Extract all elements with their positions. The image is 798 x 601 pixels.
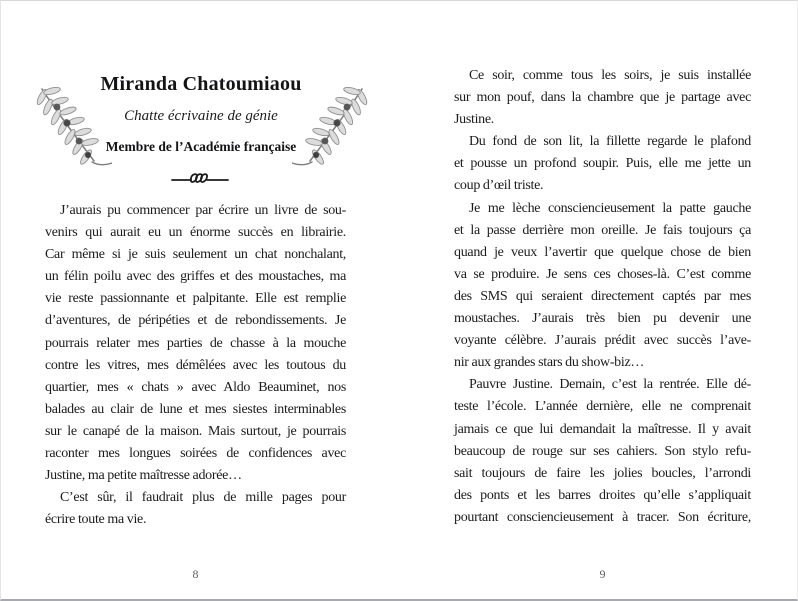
text-line: et pousse un profond soupir. Puis, elle me jette un <box>454 156 751 172</box>
text-line: d’aventures, de péripéties et de rebondissements. Je <box>45 313 346 329</box>
text-line: Pauvre Justine. Demain, c’est la rentrée. Elle dé- <box>469 377 751 393</box>
page-affiliation: Membre de l’Académie française <box>105 139 297 154</box>
text-line: Ce soir, comme tous les soirs, je suis installée <box>469 68 751 83</box>
text-line: J’aurais pu commencer par écrire un livre de sou- <box>60 203 346 218</box>
text-line: pourrais relater mes parties de chasse à la mouche <box>45 335 346 351</box>
text-line: quand je veux l’avertir que quelque chose de bien <box>454 244 751 260</box>
text-line: un félin poilu avec des griffes et des moustaches, ma <box>45 269 346 285</box>
text-line: pourtant consciencieusement à tracer. Son écriture, <box>454 509 751 525</box>
text-line: vie reste passionnante et palpitante. Elle est remplie <box>45 291 346 307</box>
text-line: C’est sûr, il faudrait plus de mille pages pour <box>60 490 346 506</box>
text-line: sait toujours de faire les jolies boucles, l’arrondi <box>454 465 751 481</box>
page-number-left: 8 <box>192 567 199 581</box>
text-line: Car même si je suis seulement un chat nonchalant, <box>45 247 346 263</box>
text-line: et la passe derrière mon oreille. Je fais toujours ça <box>454 222 751 238</box>
text-line: voyante célèbre. J’aurais prédit avec succès l’ave- <box>454 333 751 349</box>
text-line: Justine. <box>454 112 494 128</box>
text-line: moustaches. J’aurais très bien pu devenir une <box>454 311 751 327</box>
right-page <box>400 1 797 599</box>
text-line: Du fond de son lit, la fillette regarde le plafond <box>469 134 751 150</box>
text-line: Je me lèche consciencieusement la patte gauche <box>469 200 751 216</box>
text-line: nir aux grandes stars du show-biz… <box>454 355 645 371</box>
text-line: venirs qui aurait eu un énorme succès en librairie. <box>45 225 346 241</box>
page-number-right: 9 <box>599 567 606 581</box>
text-line: teste l’école. L’année dernière, elle ne comprenait <box>454 399 751 415</box>
text-line: Justine, ma petite maîtresse adorée… <box>45 468 242 484</box>
text-line: va se produire. Je sens ces choses-là. C’est comme <box>454 266 751 282</box>
page-title: Miranda Chatoumiaou <box>100 73 302 95</box>
right-page-text <box>454 65 751 529</box>
coil-divider-icon <box>171 171 229 192</box>
text-line: coup d’œil triste. <box>454 178 544 194</box>
chapter-header <box>21 73 381 155</box>
page-subtitle: Chatte écrivaine de génie <box>124 108 278 124</box>
text-line: sur le canapé de la maison. Mais surtout, je pourrais <box>45 423 346 439</box>
text-line: sur mon pouf, dans la chambre que je partage avec <box>454 90 751 106</box>
left-page <box>1 1 400 599</box>
left-page-text <box>45 200 346 531</box>
text-line: des SMS qui seraient directement captés par mes <box>454 288 751 304</box>
text-line: des ponts et les barres droites qu’elle s’appliquait <box>454 487 751 503</box>
text-line: beaucoup de rouge sur ses cahiers. Son stylo refu- <box>454 443 751 459</box>
text-line: raconter mes longues soirées de confidences avec <box>45 446 346 462</box>
text-line: jamais ce que lui demandait la maîtresse. Il y avait <box>454 421 751 437</box>
text-line: balades au clair de lune et mes siestes interminables <box>45 401 346 417</box>
text-line: écrire toute ma vie. <box>45 512 147 528</box>
text-line: quartier, mes « chats » avec Aldo Beauminet, nos <box>45 379 346 395</box>
text-line: contre les vitres, mes démêlées avec les toutous du <box>45 357 346 373</box>
